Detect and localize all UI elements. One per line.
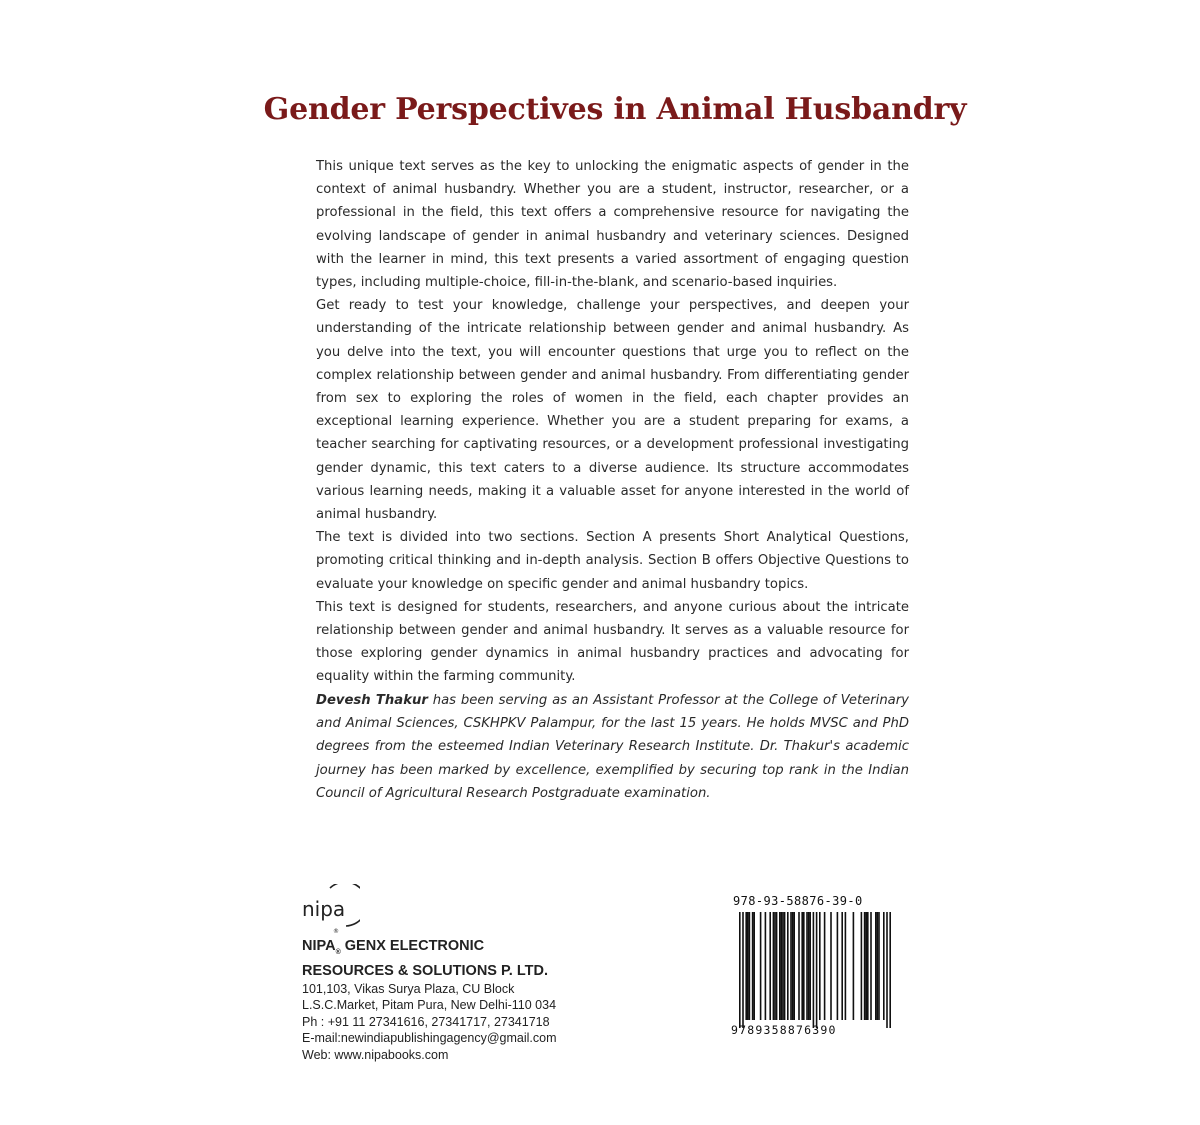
barcode-bar bbox=[816, 912, 818, 1028]
nipa-logo-icon bbox=[300, 884, 360, 934]
barcode-bar bbox=[803, 912, 805, 1020]
author-bio-text: has been serving as an Assistant Professor at the College of Veterinary and Animal Sciences, CSKHPKV Palampur, for the last 15 years. He holds MVSC and PhD degrees from the esteemed Indian Veterinary Research Institute. Dr. Thakur's academic journey has been marked by excellence, exemplified by securing top rank in the Indian Council of Agricultural Research Postgraduate examination. bbox=[316, 693, 909, 801]
barcode-bar bbox=[809, 912, 811, 1020]
description-paragraph-1: This unique text serves as the key to unlocking the enigmatic aspects of gender in the context of animal husbandry. Whether you are a student, instructor, researcher, or a professional in the field, this text offers a comprehensive resource for navigating the evolving landscape of gender in animal husbandry and veterinary sciences. Designed with the learner in mind, this text presents a varied assortment of engaging question types, including multiple-choice, fill-in-the-blank, and scenario-based inquiries. bbox=[316, 159, 909, 291]
barcode-bar bbox=[801, 912, 803, 1020]
barcode-bar bbox=[760, 912, 762, 1020]
barcode-bar bbox=[779, 912, 781, 1020]
barcode-bar bbox=[861, 912, 863, 1020]
publisher-address-1: 101,103, Vikas Surya Plaza, CU Block bbox=[302, 981, 515, 996]
barcode-bar bbox=[793, 912, 795, 1020]
barcode-bar bbox=[830, 912, 832, 1020]
description-paragraph-2: Get ready to test your knowledge, challenge your perspectives, and deepen your understanding of the intricate relationship between gender and animal husbandry. As you delve into the text, you will encounter questions that urge you to reflect on the complex relationship between gender and animal husbandry. From differentiating gender from sex to exploring the roles of women in the field, each chapter provides an exceptional learning experience. Whether you are a student preparing for exams, a teacher searching for captivating resources, or a development professional investigating gender dynamic, this text caters to a diverse audience. Its structure accommodates various learning needs, making it a valuable asset for anyone interested in the world of animal husbandry. bbox=[316, 298, 909, 523]
book-title: Gender Perspectives in Animal Husbandry bbox=[263, 92, 967, 127]
book-description bbox=[316, 155, 909, 689]
author-name: Devesh Thakur bbox=[316, 693, 428, 708]
barcode-bar bbox=[742, 912, 744, 1028]
barcode-bar bbox=[845, 912, 847, 1020]
barcode-bar bbox=[878, 912, 880, 1020]
publisher-email: E-mail:newindiapublishingagency@gmail.com bbox=[302, 1031, 557, 1046]
barcode-bar bbox=[745, 912, 747, 1020]
barcode-bar bbox=[790, 912, 792, 1020]
barcode-bar bbox=[819, 912, 821, 1020]
barcode-bar bbox=[784, 912, 786, 1020]
barcode-bar bbox=[769, 912, 771, 1020]
barcode-bar bbox=[776, 912, 778, 1020]
barcode-bar bbox=[765, 912, 767, 1020]
barcode-bar bbox=[853, 912, 855, 1020]
barcode-bar bbox=[749, 912, 751, 1020]
barcode-bar bbox=[773, 912, 775, 1020]
barcode-bar bbox=[864, 912, 866, 1020]
barcode-bar bbox=[841, 912, 843, 1020]
publisher-info bbox=[302, 937, 632, 1063]
barcode-bar bbox=[865, 912, 867, 1020]
barcode-bar bbox=[889, 912, 891, 1028]
description-paragraph-3: The text is divided into two sections. Section A presents Short Analytical Questions, promoting critical thinking and in-depth analysis. Section B offers Objective Questions to evaluate your knowledge on specific gender and animal husbandry topics. bbox=[316, 530, 909, 592]
barcode-icon bbox=[731, 896, 901, 1041]
barcode-bar bbox=[753, 912, 755, 1020]
publisher-name-line2: RESOURCES & SOLUTIONS P. LTD. bbox=[302, 962, 548, 979]
barcode-bar bbox=[781, 912, 783, 1020]
barcode-bar bbox=[824, 912, 826, 1020]
publisher-name: $NIPA_®$ GENX ELECTRONIC bbox=[302, 938, 485, 956]
barcode-bar bbox=[798, 912, 800, 1020]
barcode-bar bbox=[883, 912, 885, 1020]
barcode-bar bbox=[808, 912, 810, 1020]
barcode-digits: 9789358876390 bbox=[731, 1023, 837, 1037]
barcode-bar bbox=[886, 912, 888, 1028]
publisher-web: Web: www.nipabooks.com bbox=[302, 1047, 449, 1062]
author-bio bbox=[316, 689, 909, 805]
logo-text: nipa bbox=[302, 897, 346, 921]
barcode-bar bbox=[792, 912, 794, 1020]
barcode-bar bbox=[787, 912, 789, 1020]
barcode-bar bbox=[837, 912, 839, 1020]
barcode-bar bbox=[813, 912, 815, 1028]
barcode-bar bbox=[774, 912, 776, 1020]
barcode-bar bbox=[875, 912, 877, 1020]
barcode-bar bbox=[877, 912, 879, 1020]
publisher-phone: Ph : +91 11 27341616, 27341717, 27341718 bbox=[302, 1014, 550, 1029]
logo-registered-mark: ® bbox=[333, 928, 339, 934]
barcode-bar bbox=[867, 912, 869, 1020]
barcode-bar bbox=[747, 912, 749, 1020]
barcode-bar bbox=[870, 912, 872, 1020]
barcode-bar bbox=[752, 912, 754, 1020]
publisher-address-2: L.S.C.Market, Pitam Pura, New Delhi-110 034 bbox=[302, 998, 557, 1013]
barcode-bar bbox=[739, 912, 741, 1028]
isbn-text: 978-93-58876-39-0 bbox=[733, 894, 863, 908]
barcode-bar bbox=[806, 912, 808, 1020]
barcode-bar bbox=[782, 912, 784, 1020]
description-paragraph-4: This text is designed for students, researchers, and anyone curious about the intricate relationship between gender and animal husbandry. It serves as a valuable resource for those exploring gender dynamics in animal husbandry practices and advocating for equality within the farming community. bbox=[316, 599, 909, 685]
